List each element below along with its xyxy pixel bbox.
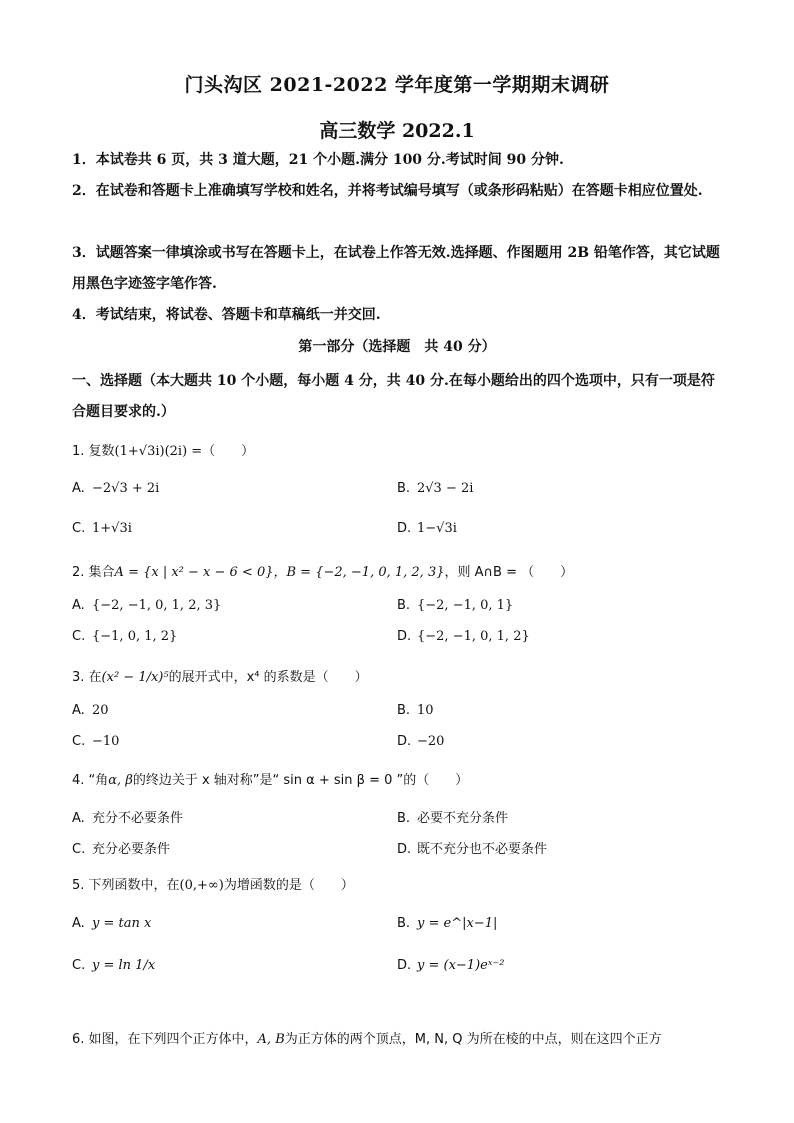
exam-subtitle: 高三数学 2022.1: [319, 120, 475, 142]
q2-option-c[interactable]: C. {−1, 0, 1, 2}: [72, 629, 178, 644]
question-3: 3. 在(x² − 1/x)⁵的展开式中，x⁴ 的系数是（ ）: [72, 670, 368, 685]
q6-math: A, B: [257, 1032, 285, 1047]
q1-option-d[interactable]: D. 1−√3i: [397, 521, 457, 536]
q1-math: (1+√3i)(2i) =: [114, 444, 203, 459]
note-3: 3．试题答案一律填涂或书写在答题卡上，在试卷上作答无效.选择题、作图题用 2B 铅笔作答，其它试题用黑色字迹签字笔作答.: [72, 245, 720, 292]
q4-option-c[interactable]: C. 充分必要条件: [72, 842, 171, 857]
note-4: 4．考试结束，将试卷、答题卡和草稿纸一并交回.: [72, 307, 381, 323]
q2-option-d[interactable]: D. {−2, −1, 0, 1, 2}: [397, 629, 530, 644]
q1-option-a[interactable]: A. −2√3 + 2i: [72, 481, 160, 496]
q2-math: A = {x | x² − x − 6 < 0}，B = {−2, −1, 0, 1, 2, 3}: [114, 565, 445, 580]
q3-option-d[interactable]: D. −20: [397, 734, 445, 749]
question-1: [72, 440, 722, 459]
note-1: 1．本试卷共 6 页，共 3 道大题，21 个小题.满分 100 分.考试时间 90 分钟.: [72, 152, 564, 168]
q2-option-a[interactable]: A. {−2, −1, 0, 1, 2, 3}: [72, 598, 222, 613]
q4-math: α, β: [108, 773, 133, 788]
note-2: 2．在试卷和答题卡上准确填写学校和姓名，并将考试编号填写（或条形码粘贴）在答题卡相应位置处.: [72, 183, 703, 199]
q5-option-d[interactable]: D. y = (x−1)eˣ⁻²: [397, 958, 505, 973]
question-2: 2. 集合A = {x | x² − x − 6 < 0}，B = {−2, −1, 0, 1, 2, 3}，则 A∩B = （ ）: [72, 565, 574, 580]
q4-option-d[interactable]: D. 既不充分也不必要条件: [397, 842, 548, 857]
question-4: 4. “角α, β的终边关于 x 轴对称”是“ sin α + sin β = 0 ”的（ ）: [72, 773, 469, 788]
q3-option-c[interactable]: C. −10: [72, 734, 120, 749]
q3-math: (x² − 1/x)⁵: [101, 670, 169, 685]
q5-math: (0,+∞): [179, 878, 224, 893]
section-title: 第一部分（选择题 共 40 分）: [298, 339, 496, 355]
q2-option-b[interactable]: B. {−2, −1, 0, 1}: [397, 598, 514, 613]
q4-option-a[interactable]: A. 充分不必要条件: [72, 811, 184, 826]
question-5: 5. 下列函数中，在(0,+∞)为增函数的是（ ）: [72, 878, 354, 893]
q1-prefix: 1. 复数: [72, 444, 115, 459]
q1-suffix: （ ）: [202, 444, 255, 459]
question-6: 6. 如图，在下列四个正方体中，A, B为正方体的两个顶点，M, N, Q 为所在棱的中点，则在这四个正方: [72, 1032, 662, 1047]
q3-option-a[interactable]: A. 20: [72, 703, 109, 718]
q1-option-c[interactable]: C. 1+√3i: [72, 521, 132, 536]
q4-option-b[interactable]: B. 必要不充分条件: [397, 811, 509, 826]
q1-option-b[interactable]: B. 2√3 − 2i: [397, 481, 474, 496]
exam-title: 门头沟区 2021-2022 学年度第一学期期末调研: [184, 74, 610, 96]
q5-option-a[interactable]: A. y = tan x: [72, 916, 152, 931]
q3-option-b[interactable]: B. 10: [397, 703, 434, 718]
q5-option-b[interactable]: B. y = e^|x−1|: [397, 916, 498, 931]
q5-option-c[interactable]: C. y = ln 1/x: [72, 958, 156, 973]
section-intro: 一、选择题（本大题共 10 个小题，每小题 4 分，共 40 分.在每小题给出的四个选项中，只有一项是符合题目要求的.）: [72, 373, 715, 420]
